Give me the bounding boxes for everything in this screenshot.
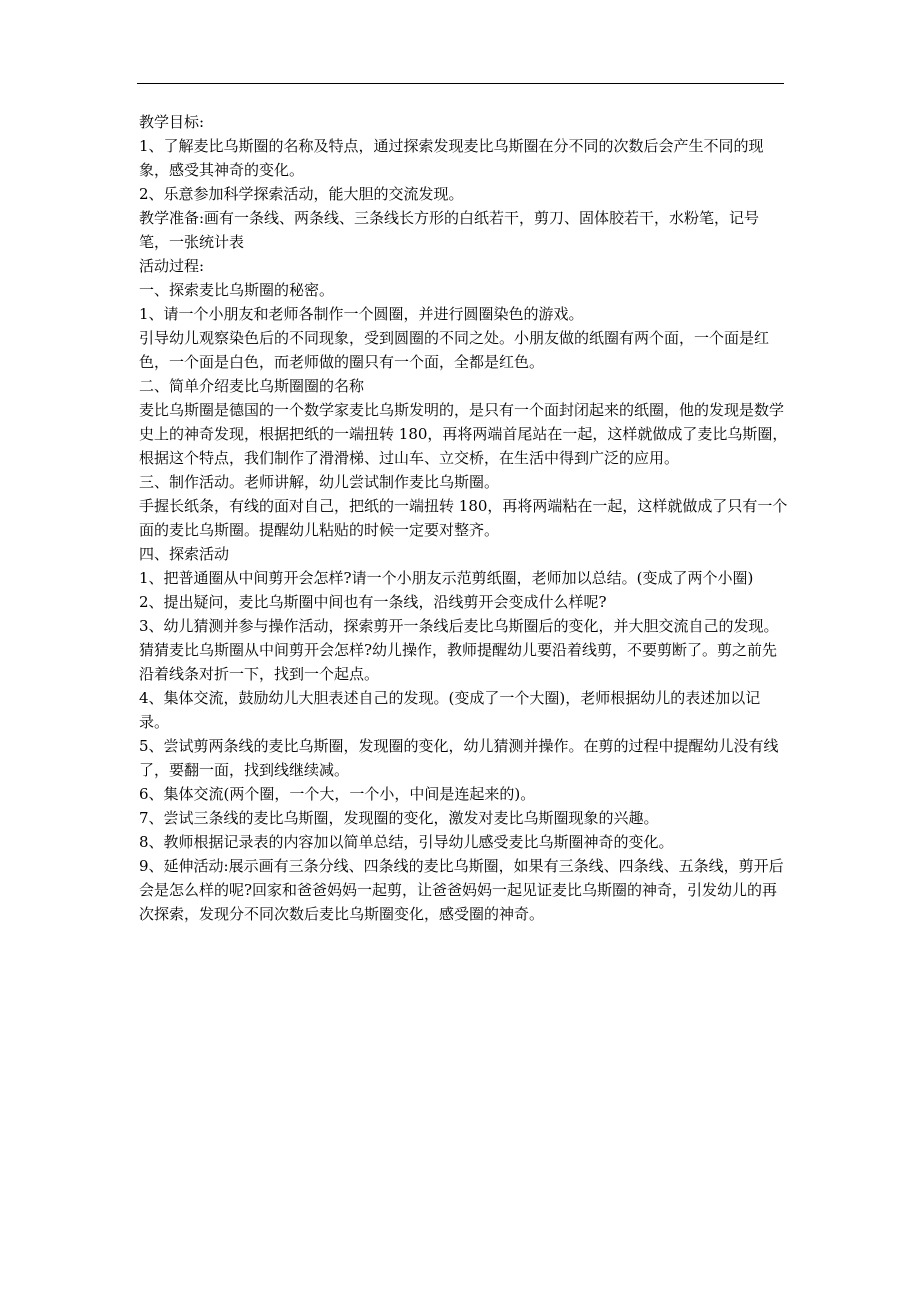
section-4-item-8: 8、教师根据记录表的内容加以简单总结，引导幼儿感受麦比乌斯圈神奇的变化。 [139,833,674,851]
teaching-preparation: 教学准备:画有一条线、两条线、三条线长方形的白纸若干，剪刀、固体胶若干，水粉笔，记号笔，一张统计表 [139,209,760,251]
section-3-paragraph: 手握长纸条，有线的面对自己，把纸的一端扭转 180，再将两端粘在一起，这样就做成了只有一个面的麦比乌斯圈。提醒幼儿粘贴的时候一定要对整齐。 [139,497,788,539]
section-4-item-7: 7、尝试三条线的麦比乌斯圈，发现圈的变化，激发对麦比乌斯圈现象的兴趣。 [139,809,659,827]
section-3-heading: 三、制作活动。老师讲解，幼儿尝试制作麦比乌斯圈。 [139,473,500,491]
heading-activity-process: 活动过程: [139,257,205,275]
goal-item-1: 1、了解麦比乌斯圈的名称及特点，通过探索发现麦比乌斯圈在分不同的次数后会产生不同的现象，感受其神奇的变化。 [139,137,764,179]
section-4-item-9: 9、延伸活动:展示画有三条分线、四条线的麦比乌斯圈，如果有三条线、四条线、五条线，剪开后会是怎么样的呢?回家和爸爸妈妈一起剪，让爸爸妈妈一起见证麦比乌斯圈的神奇，引发幼儿的再次探索，发现分不同次数后麦比乌斯圈变化，感受圈的神奇。 [139,857,784,923]
heading-teaching-goals: 教学目标: [139,113,205,131]
document-body [139,110,789,926]
section-1-paragraph: 引导幼儿观察染色后的不同现象，受到圆圈的不同之处。小朋友做的纸圈有两个面，一个面是红色，一个面是白色，而老师做的圈只有一个面，全都是红色。 [139,329,770,371]
section-1-item-1: 1、请一个小朋友和老师各制作一个圆圈，并进行圆圈染色的游戏。 [139,305,584,323]
section-4-heading: 四、探索活动 [139,545,230,563]
section-4-item-3: 3、幼儿猜测并参与操作活动，探索剪开一条线后麦比乌斯圈后的变化，并大胆交流自己的发现。猜猜麦比乌斯圈从中间剪开会怎样?幼儿操作，教师提醒幼儿要沿着线剪，不要剪断了。剪之前先沿着线条对折一下，找到一个起点。 [139,617,779,683]
header-rule [137,83,784,84]
section-2-paragraph: 麦比乌斯圈是德国的一个数学家麦比乌斯发明的，是只有一个面封闭起来的纸圈，他的发现是数学史上的神奇发现，根据把纸的一端扭转 180，再将两端首尾站在一起，这样就做成了麦比乌斯圈，根据这个特点，我们制作了滑滑梯、过山车、立交桥，在生活中得到广泛的应用。 [139,401,788,467]
goal-item-2: 2、乐意参加科学探索活动，能大胆的交流发现。 [139,185,464,203]
section-4-item-1: 1、把普通圈从中间剪开会怎样?请一个小朋友示范剪纸圈，老师加以总结。(变成了两个小圈) [139,569,754,587]
section-4-item-2: 2、提出疑问，麦比乌斯圈中间也有一条线，沿线剪开会变成什么样呢? [139,593,607,611]
section-2-heading: 二、简单介绍麦比乌斯圈圈的名称 [139,377,365,395]
section-4-item-5: 5、尝试剪两条线的麦比乌斯圈，发现圈的变化，幼儿猜测并操作。在剪的过程中提醒幼儿没有线了，要翻一面，找到线继续减。 [139,737,779,779]
section-1-heading: 一、探索麦比乌斯圈的秘密。 [139,281,335,299]
section-4-item-4: 4、集体交流，鼓励幼儿大胆表述自己的发现。(变成了一个大圈)，老师根据幼儿的表述加以记录。 [139,689,761,731]
section-4-item-6: 6、集体交流(两个圈，一个大，一个小，中间是连起来的)。 [139,785,536,803]
